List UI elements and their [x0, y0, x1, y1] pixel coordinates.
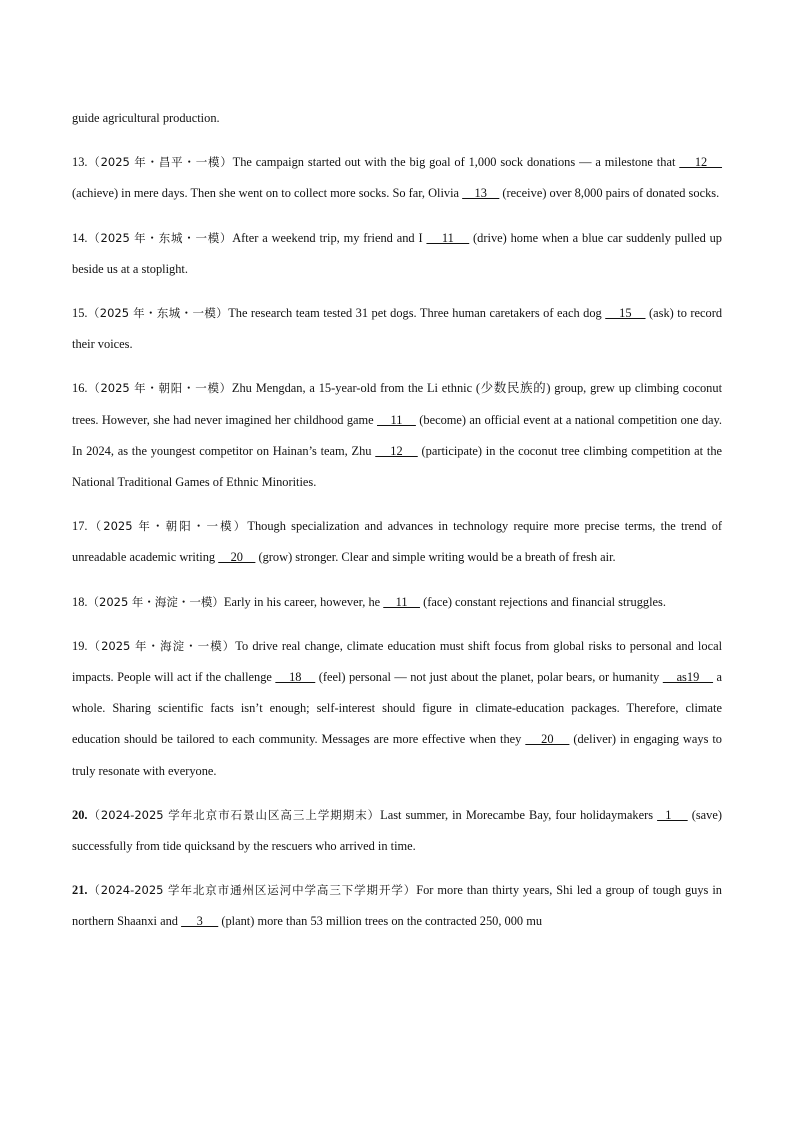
question-source: （2025 年・昌平・一模） — [87, 155, 233, 170]
question-text: a whole. Sharing scientific facts isn’t enough; self-interest should figure in climate-education packages. Therefore, climate education should be tailored to each community. Messages are more effective when they — [72, 670, 722, 747]
answer-blank[interactable]: 11 — [383, 594, 420, 609]
question-text: Last summer, in Morecambe Bay, four holidaymakers — [380, 807, 658, 822]
question-text: (feel) personal — not just about the planet, polar bears, or humanity — [315, 670, 663, 685]
question-13 — [72, 147, 722, 209]
question-text: (save) successfully from tide quicksand by the rescuers who arrived in time. — [72, 807, 723, 854]
question-source: （2025 年・海淀・一模） — [87, 594, 224, 609]
question-text: For more than thirty years, Shi led a group of tough guys in northern Shaanxi and — [72, 883, 722, 929]
answer-blank[interactable]: as19 — [662, 670, 714, 685]
question-number: 17. — [72, 519, 88, 534]
question-source: （2024-2025 学年北京市通州区运河中学高三下学期开学） — [87, 883, 417, 898]
question-text: (receive) over 8,000 pairs of donated socks. — [499, 186, 720, 201]
question-number: 21. — [72, 883, 88, 898]
question-source: （2025 年・海淀・一模） — [87, 638, 236, 653]
answer-blank[interactable]: 12 — [375, 443, 418, 458]
question-text: The campaign started out with the big goal of 1,000 sock donations — a milestone that — [232, 155, 680, 170]
answer-blank[interactable]: 13 — [462, 186, 500, 201]
question-17 — [72, 511, 722, 573]
question-number: 20. — [72, 807, 88, 822]
question-text: (participate) in the coconut tree climbing competition at the National Traditional Games of Ethnic Minorities. — [72, 443, 723, 490]
answer-blank[interactable]: 20 — [218, 550, 256, 565]
question-15 — [72, 298, 722, 360]
question-number: 16. — [72, 381, 88, 396]
question-text: To drive real change, climate education must shift focus from global risks to personal and local impacts. People will act if the challenge — [72, 638, 723, 685]
question-20 — [72, 800, 722, 862]
question-source: （2024-2025 学年北京市石景山区高三上学期期末） — [87, 807, 381, 822]
answer-blank[interactable]: 11 — [377, 412, 416, 427]
answer-blank[interactable]: 15 — [605, 306, 646, 321]
question-19 — [72, 631, 722, 787]
question-text: After a weekend trip, my friend and I — [232, 230, 427, 245]
question-text: (ask) to record their voices. — [72, 306, 723, 352]
question-number: 14. — [72, 230, 88, 245]
question-number: 13. — [72, 155, 88, 170]
question-number: 18. — [72, 594, 88, 609]
answer-blank[interactable]: 11 — [426, 230, 470, 245]
question-text: Zhu Mengdan, a 15-year-old from the Li ethnic (少数民族的) group, grew up climbing coconut trees. However, she had never imagined her childhood game — [72, 381, 723, 427]
answer-blank[interactable]: 1 — [657, 807, 688, 822]
question-18 — [72, 587, 722, 618]
question-text: (face) constant rejections and financial struggles. — [419, 594, 666, 609]
answer-blank[interactable]: 3 — [181, 914, 219, 929]
question-16 — [72, 373, 722, 498]
answer-blank[interactable]: 18 — [275, 670, 316, 685]
question-text: Though specialization and advances in technology require more precise terms, the trend of unreadable academic writing — [72, 519, 723, 565]
question-text: (drive) home when a blue car suddenly pulled up beside us at a stoplight. — [72, 230, 723, 276]
question-text: (deliver) in engaging ways to truly resonate with everyone. — [72, 732, 722, 778]
question-number: 15. — [72, 306, 88, 321]
question-text: The research team tested 31 pet dogs. Three human caretakers of each dog — [228, 306, 606, 321]
question-source: （2025 年・朝阳・一模） — [87, 519, 248, 534]
document-page — [72, 103, 722, 951]
lead-text: guide agricultural production. — [72, 111, 220, 125]
answer-blank[interactable]: 12 — [679, 155, 723, 170]
question-14 — [72, 223, 722, 285]
question-source: （2025 年・朝阳・一模） — [87, 381, 232, 396]
question-text: (achieve) in mere days. Then she went on to collect more socks. So far, Olivia — [72, 186, 463, 201]
answer-blank[interactable]: 20 — [525, 732, 570, 747]
lead-line — [72, 103, 722, 134]
question-text: (grow) stronger. Clear and simple writing would be a breath of fresh air. — [255, 550, 616, 565]
question-number: 19. — [72, 638, 88, 653]
question-21 — [72, 875, 722, 937]
question-text: (plant) more than 53 million trees on the contracted 250, 000 mu — [218, 914, 543, 929]
question-text: Early in his career, however, he — [223, 594, 384, 609]
question-text: (become) an official event at a national competition one day. In 2024, as the youngest competitor on Hainan’s team, Zhu — [72, 412, 723, 458]
question-source: （2025 年・东城・一模） — [87, 230, 233, 245]
question-source: （2025 年・东城・一模） — [87, 306, 229, 321]
